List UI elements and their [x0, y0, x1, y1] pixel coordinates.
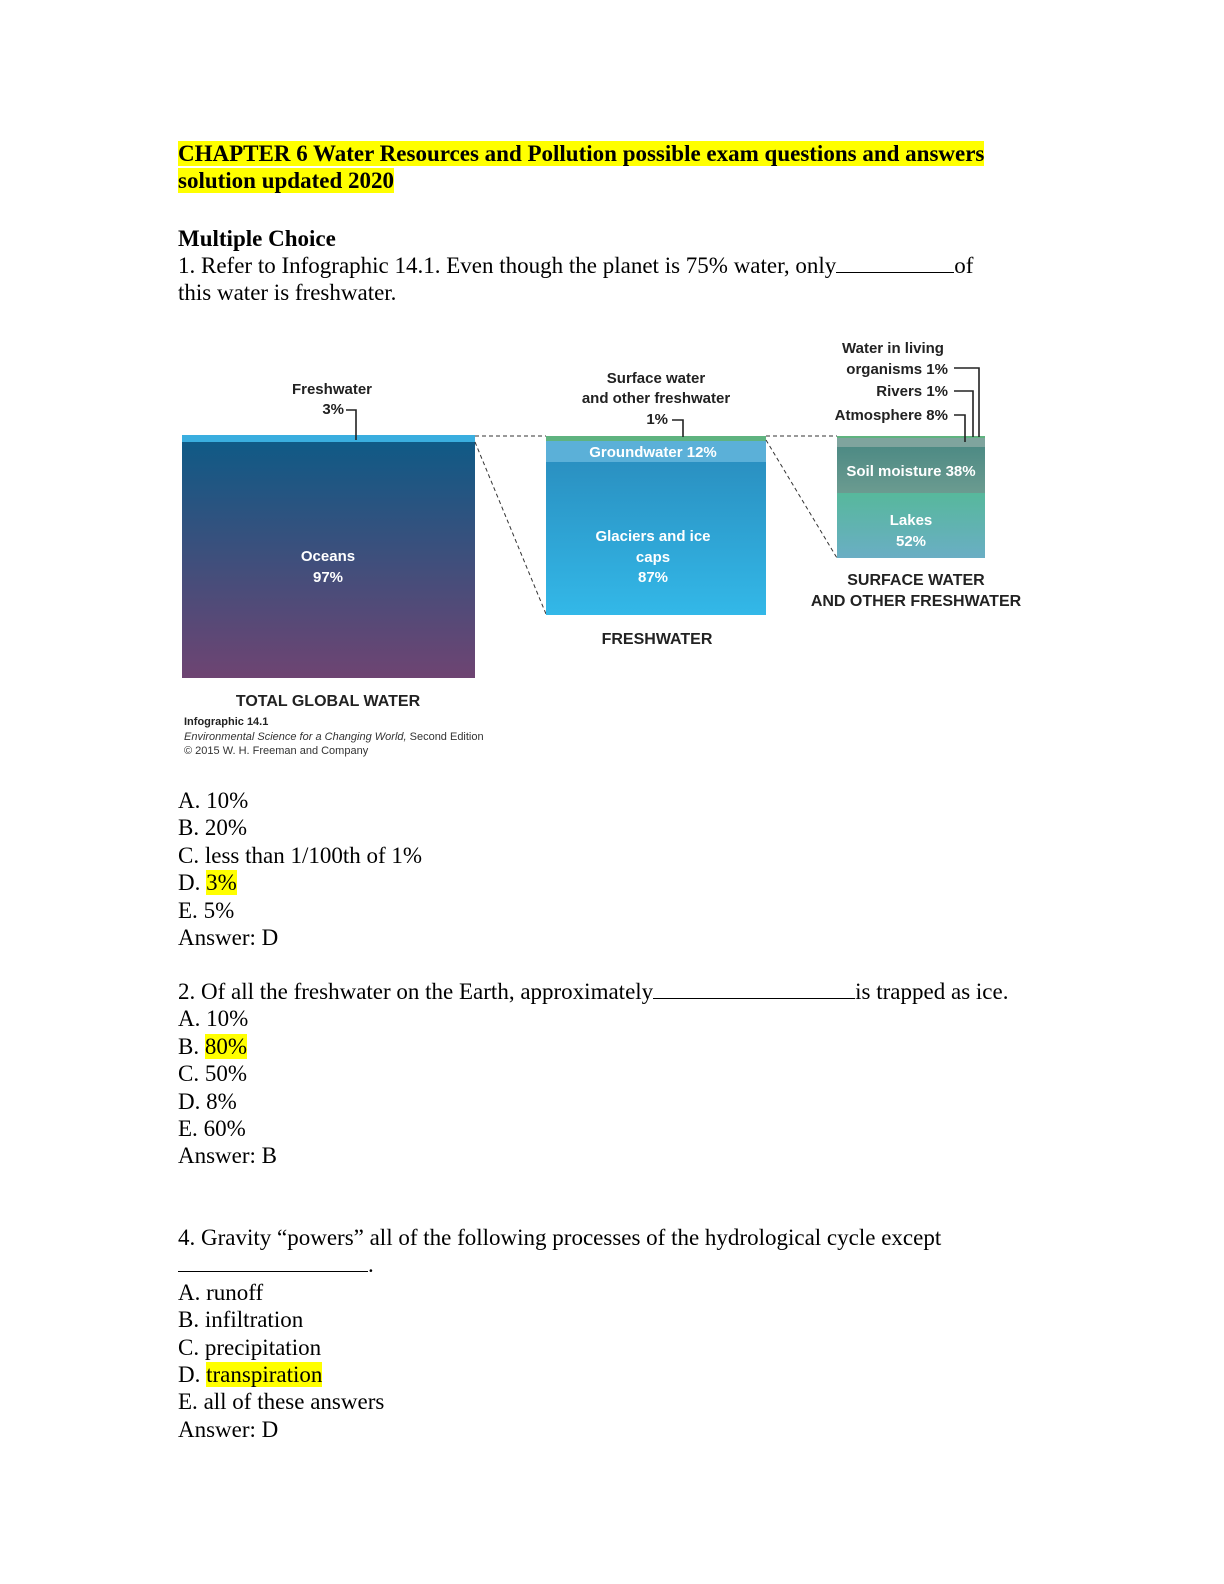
option-letter: A. [178, 1006, 207, 1032]
credit-book-title: Environmental Science for a Changing World, [184, 731, 407, 743]
option-text: less than 1/100th of 1% [204, 842, 423, 868]
freshwater-strip [182, 435, 475, 442]
question-4-option-a [178, 1279, 1078, 1306]
question-2-text-part-1: 2. Of all the freshwater on the Earth, approximately [178, 979, 654, 1004]
option-text: runoff [206, 1279, 264, 1305]
option-text: all of these answers [203, 1389, 385, 1415]
option-text-highlighted: 3% [206, 870, 237, 896]
question-1-option-a [178, 787, 422, 814]
total-global-water-caption: TOTAL GLOBAL WATER [235, 693, 421, 710]
rivers-strip [837, 436, 985, 438]
question-4-blank-end: . [368, 1252, 374, 1278]
option-letter: E. [178, 1389, 204, 1415]
connector-diag-2 [766, 440, 837, 558]
option-text: 20% [204, 815, 248, 841]
credit-copyright: © 2015 W. H. Freeman and Company [184, 745, 369, 757]
surface-water-label-2: and other freshwater [581, 390, 731, 407]
title-highlight-1: CHAPTER 6 Water Resources and Pollution possible exam questions and answers [178, 141, 985, 166]
question-1-options [178, 787, 422, 951]
question-2-option-b [178, 1033, 1078, 1060]
atmosphere-strip [837, 437, 985, 447]
question-2-option-d [178, 1088, 1078, 1115]
freshwater-pct: 3% [322, 401, 344, 418]
option-text: 50% [204, 1061, 248, 1087]
question-4-text: 4. Gravity “powers” all of the following processes of the hydrological cycle except [178, 1225, 942, 1250]
lakes-label: Lakes [889, 512, 933, 529]
freshwater-caption: FRESHWATER [601, 631, 713, 648]
document-title-line-1 [178, 140, 1038, 167]
option-text: 60% [203, 1116, 246, 1142]
question-2-option-c [178, 1060, 1078, 1087]
document-page [178, 140, 1038, 306]
question-1-blank [836, 253, 954, 273]
option-letter: E. [178, 897, 204, 923]
question-2-answer: Answer: B [178, 1143, 278, 1169]
groundwater-label: Groundwater 12% [589, 444, 717, 461]
option-letter: D. [178, 1362, 207, 1388]
surface-water-pct: 1% [646, 411, 668, 428]
option-letter: C. [178, 1334, 205, 1360]
question-4-option-d [178, 1361, 1078, 1388]
option-letter: A. [178, 1279, 207, 1305]
atmosphere-label: Atmosphere 8% [834, 407, 948, 424]
question-1-text-line-2: this water is freshwater. [178, 280, 397, 305]
question-1-option-d [178, 869, 422, 896]
question-4-option-c [178, 1334, 1078, 1361]
rivers-leader-line [954, 391, 973, 437]
surface-water-label-1: Surface water [606, 370, 706, 387]
question-2-text [178, 978, 1078, 1005]
option-text-highlighted: transpiration [206, 1362, 323, 1388]
connector-diag-1 [475, 442, 546, 614]
lakes-pct: 52% [895, 533, 927, 550]
option-text-highlighted: 80% [204, 1033, 248, 1059]
surface-water-caption-2: AND OTHER FRESHWATER [810, 593, 1022, 610]
question-4-option-e [178, 1388, 1078, 1415]
option-text: precipitation [204, 1334, 322, 1360]
option-letter: B. [178, 1033, 205, 1059]
credit-edition: Second Edition [406, 731, 484, 743]
option-text: 10% [206, 1006, 249, 1032]
infographic-svg [178, 336, 1038, 766]
living-organisms-label-1: Water in living [842, 340, 944, 357]
oceans-pct: 97% [312, 569, 344, 586]
surface-water-strip [546, 436, 766, 441]
surface-water-caption-1: SURFACE WATER [847, 572, 985, 589]
question-2-option-e [178, 1115, 1078, 1142]
option-text: 8% [206, 1088, 237, 1114]
question-4-option-b [178, 1306, 1078, 1333]
soil-moisture-label: Soil moisture 38% [846, 463, 976, 480]
credit-infographic-number: Infographic 14.1 [184, 716, 269, 728]
option-text: 10% [206, 788, 249, 813]
question-1-text [178, 252, 1038, 279]
question-1-option-b [178, 814, 422, 841]
question-1-option-c [178, 842, 422, 869]
living-organisms-leader-line [954, 368, 979, 437]
glaciers-pct: 87% [637, 569, 669, 586]
question-2-option-a [178, 1005, 1078, 1032]
question-2-text-part-2: is trapped as ice. [855, 979, 1009, 1004]
glaciers-label-2: caps [635, 549, 671, 566]
question-1-text-part-2: of [954, 253, 974, 278]
question-2 [178, 978, 1078, 1170]
option-letter: C. [178, 842, 205, 868]
surface-water-leader-line [672, 420, 683, 437]
glaciers-label-1: Glaciers and ice [595, 528, 711, 545]
question-4 [178, 1224, 1078, 1443]
question-4-answer: Answer: D [178, 1416, 279, 1442]
infographic-water-distribution [178, 336, 1038, 766]
section-heading: Multiple Choice [178, 226, 336, 251]
option-letter: C. [178, 1061, 205, 1087]
living-organisms-label-2: organisms 1% [846, 361, 948, 378]
question-1-option-e [178, 897, 422, 924]
option-text: infiltration [204, 1307, 304, 1333]
question-4-blank-line [178, 1251, 1078, 1278]
freshwater-label: Freshwater [291, 381, 373, 398]
credit-book-line [184, 731, 484, 743]
option-letter: D. [178, 870, 207, 896]
question-1-text-part-1: 1. Refer to Infographic 14.1. Even though the planet is 75% water, only [178, 253, 837, 278]
option-letter: E. [178, 1116, 204, 1142]
oceans-label: Oceans [300, 548, 356, 565]
question-2-blank [653, 979, 855, 999]
document-title-line-2 [178, 167, 1038, 194]
rivers-label: Rivers 1% [876, 383, 948, 400]
title-highlight-2: solution updated 2020 [178, 168, 395, 193]
question-1-answer: Answer: D [178, 925, 279, 951]
option-letter: B. [178, 815, 205, 841]
option-letter: B. [178, 1307, 205, 1333]
option-letter: A. [178, 788, 207, 813]
option-letter: D. [178, 1088, 207, 1114]
question-4-blank [178, 1252, 368, 1272]
option-text: 5% [203, 897, 235, 923]
